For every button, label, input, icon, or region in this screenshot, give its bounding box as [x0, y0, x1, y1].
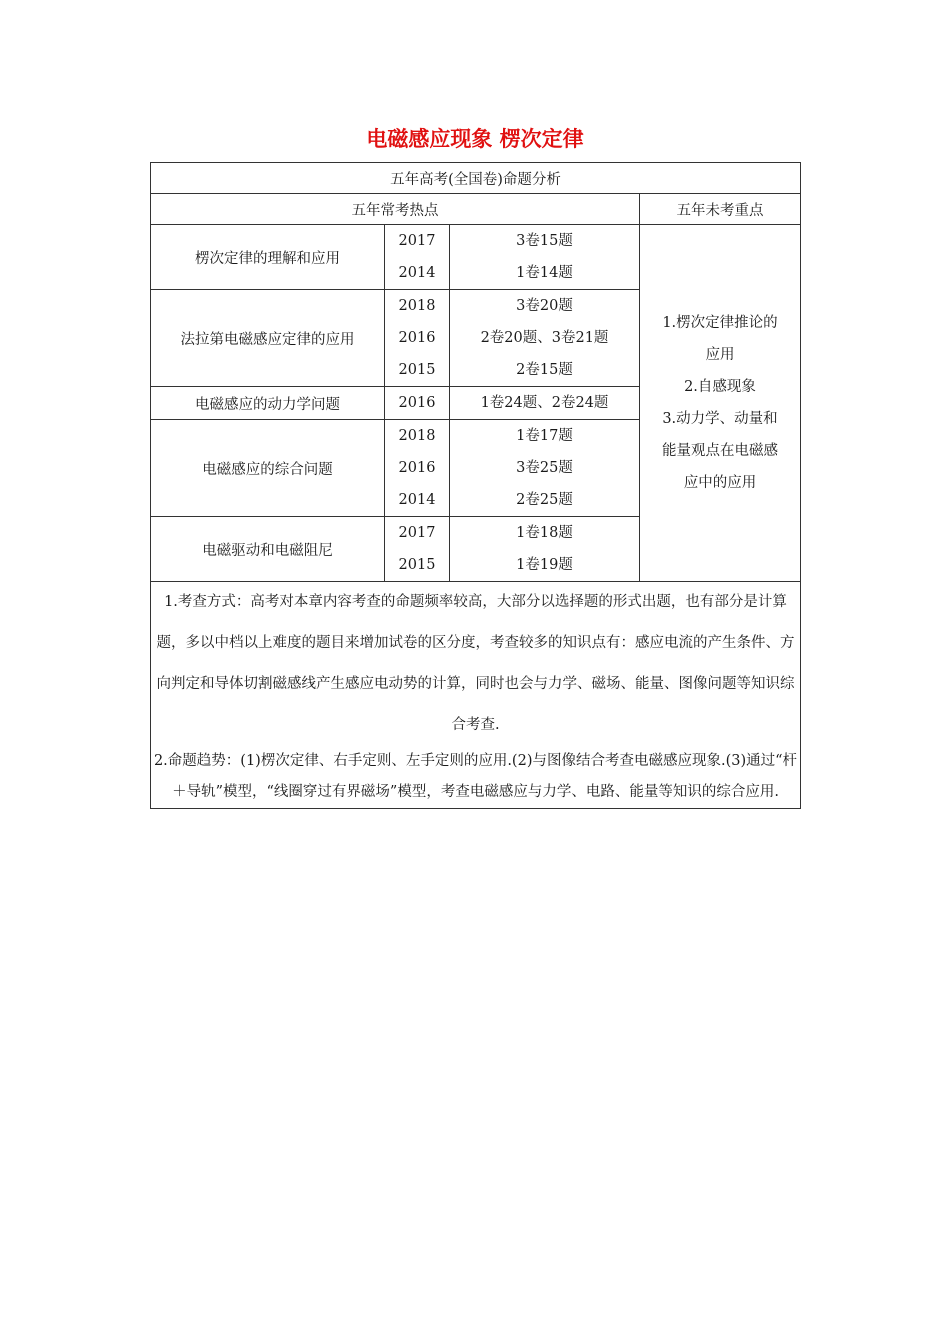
year-cell [385, 290, 450, 387]
table-header-main: 五年高考(全国卷)命题分析 [151, 163, 801, 194]
note-exam-trend: 2.命题趋势：(1)楞次定律、右手定则、左手定则的应用.(2)与图像结合考查电磁感应现象.(3)通过“杆＋导轨”模型，“线圈穿过有界磁场”模型，考查电磁感应与力学、电路、能量等知识的综合应用. [153, 753, 798, 800]
year: 2016 [398, 460, 436, 476]
year: 2016 [398, 395, 436, 411]
paper: 1卷17题 [516, 428, 573, 444]
year: 2018 [398, 298, 436, 314]
paper: 2卷15题 [516, 362, 573, 378]
paper: 3卷25题 [516, 460, 573, 476]
year: 2017 [398, 525, 436, 541]
paper-cell [450, 517, 640, 582]
topic-cell: 电磁感应的动力学问题 [151, 387, 385, 420]
topic-cell: 电磁驱动和电磁阻尼 [151, 517, 385, 582]
not-tested-line: 应用 [705, 347, 735, 363]
year-cell [385, 387, 450, 420]
paper: 1卷14题 [516, 265, 573, 281]
not-tested-line: 2.自感现象 [684, 379, 756, 395]
year: 2014 [398, 492, 436, 508]
not-tested-line: 能量观点在电磁感 [662, 443, 778, 459]
not-tested-line: 1.楞次定律推论的 [662, 315, 778, 331]
year-cell [385, 420, 450, 517]
analysis-table [150, 162, 801, 809]
paper: 2卷25题 [516, 492, 573, 508]
paper: 1卷24题、2卷24题 [480, 395, 609, 411]
year-cell [385, 225, 450, 290]
topic-cell: 楞次定律的理解和应用 [151, 225, 385, 290]
year: 2015 [398, 557, 436, 573]
paper-cell [450, 420, 640, 517]
column-header-hot: 五年常考热点 [151, 194, 640, 225]
year: 2016 [398, 330, 436, 346]
document-title: 电磁感应现象 楞次定律 [366, 126, 584, 151]
paper-cell [450, 387, 640, 420]
year: 2017 [398, 233, 436, 249]
not-tested-line: 3.动力学、动量和 [662, 411, 778, 427]
paper: 1卷18题 [516, 525, 573, 541]
analysis-notes [151, 582, 801, 809]
not-tested-cell [640, 225, 801, 582]
paper: 3卷20题 [516, 298, 573, 314]
year-cell [385, 517, 450, 582]
year: 2018 [398, 428, 436, 444]
topic-cell: 电磁感应的综合问题 [151, 420, 385, 517]
paper-cell [450, 290, 640, 387]
not-tested-line: 应中的应用 [683, 475, 757, 491]
paper: 2卷20题、3卷21题 [480, 330, 609, 346]
paper-cell [450, 225, 640, 290]
paper: 3卷15题 [516, 233, 573, 249]
topic-cell: 法拉第电磁感应定律的应用 [151, 290, 385, 387]
column-header-not-tested: 五年未考重点 [640, 194, 801, 225]
year: 2014 [398, 265, 436, 281]
note-exam-method: 1.考查方式：高考对本章内容考查的命题频率较高，大部分以选择题的形式出题，也有部分是计算题，多以中档以上难度的题目来增加试卷的区分度，考查较多的知识点有：感应电流的产生条件、方向判定和导体切割磁感线产生感应电动势的计算，同时也会与力学、磁场、能量、图像问题等知识综合考查. [156, 594, 795, 733]
year: 2015 [398, 362, 436, 378]
paper: 1卷19题 [516, 557, 573, 573]
table-row [151, 225, 801, 290]
